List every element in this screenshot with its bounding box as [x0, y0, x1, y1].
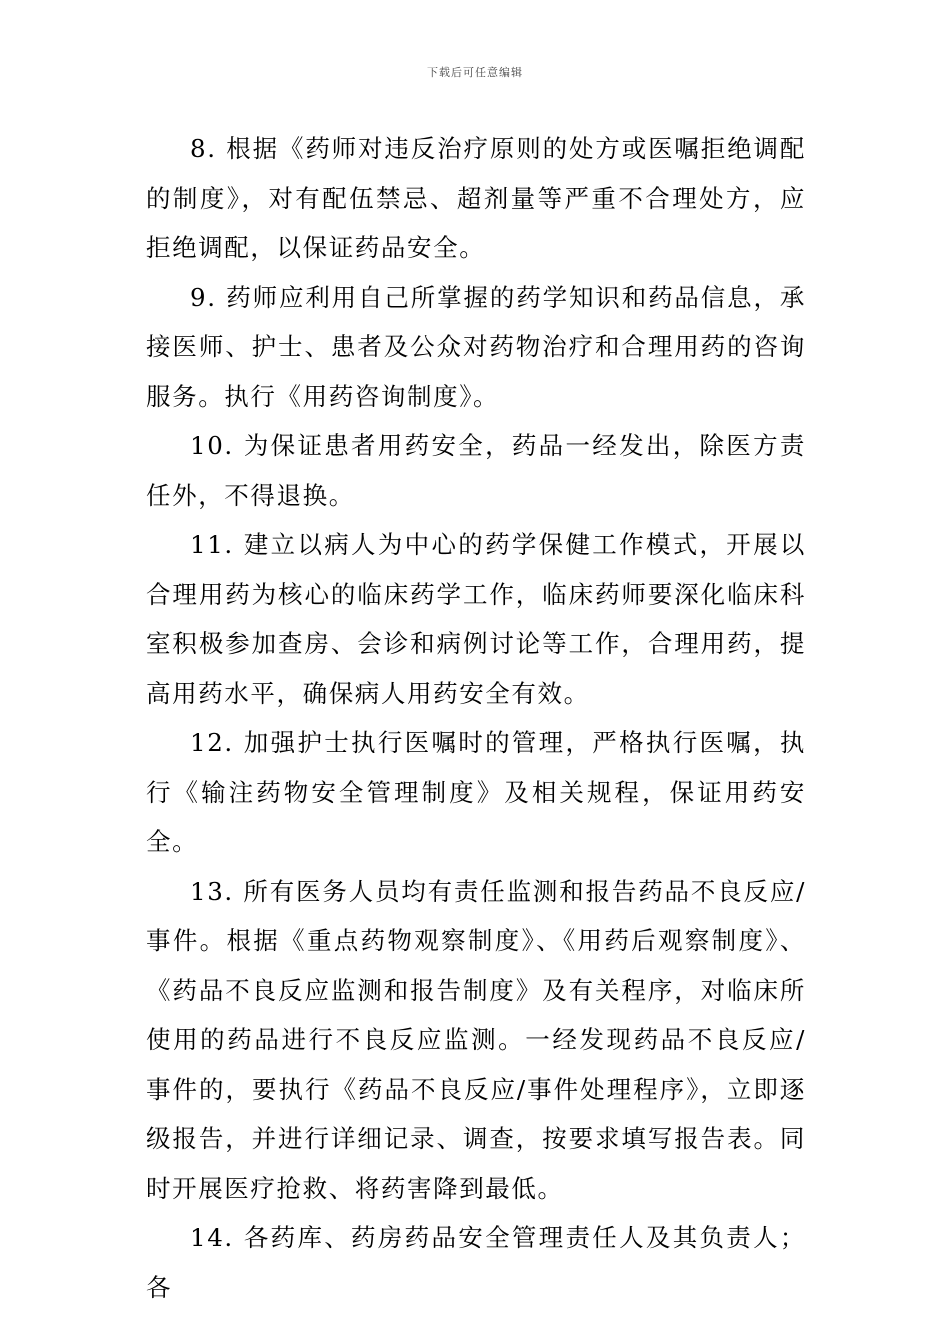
paragraph-item-11: 11. 建立以病人为中心的药学保健工作模式，开展以合理用药为核心的临床药学工作，临床药师要深化临床科室积极参加查房、会诊和病例讨论等工作，合理用药，提高用药水平，确保病人用药安全有效。 — [146, 530, 806, 708]
paragraph-item-12: 12. 加强护士执行医嘱时的管理，严格执行医嘱，执行《输注药物安全管理制度》及相关规程，保证用药安全。 — [146, 728, 806, 856]
paragraph-item-9: 9. 药师应利用自己所掌握的药学知识和药品信息，承接医师、护士、患者及公众对药物治疗和合理用药的咨询服务。执行《用药咨询制度》。 — [146, 282, 806, 411]
paragraph-item-8: 8. 根据《药师对违反治疗原则的处方或医嘱拒绝调配的制度》，对有配伍禁忌、超剂量等严重不合理处方，应拒绝调配，以保证药品安全。 — [146, 134, 806, 262]
paragraph-item-14: 14. 各药库、药房药品安全管理责任人及其负责人；各 — [146, 1223, 806, 1302]
document-body — [146, 124, 806, 1312]
paragraph-item-13: 13. 所有医务人员均有责任监测和报告药品不良反应/事件。根据《重点药物观察制度》、《用药后观察制度》、《药品不良反应监测和报告制度》及有关程序，对临床所使用的药品进行不良反应监测。一经发现药品不良反应/事件的，要执行《药品不良反应/事件处理程序》，立即逐级报告，并进行详细记录、调查，按要求填写报告表。同时开展医疗抢救、将药害降到最低。 — [146, 876, 806, 1203]
page-header: 下载后可任意编辑 — [427, 66, 523, 79]
paragraph-item-10: 10. 为保证患者用药安全，药品一经发出，除医方责任外，不得退换。 — [146, 431, 806, 510]
